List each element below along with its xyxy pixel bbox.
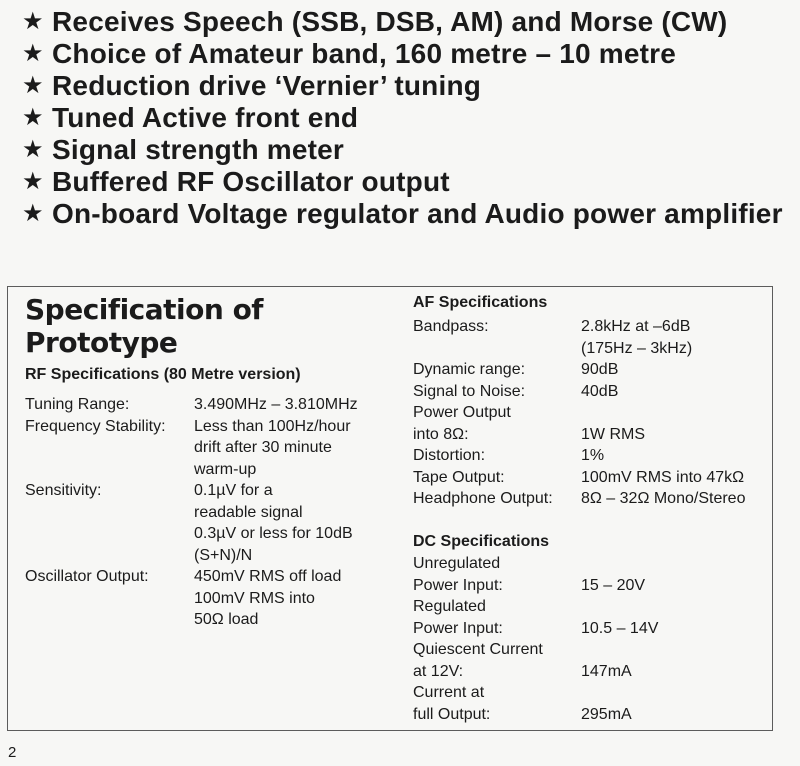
spec-label: Regulated Power Input: xyxy=(413,598,503,637)
spec-label: Distortion: xyxy=(413,447,486,464)
af-heading: AF Specifications xyxy=(413,294,548,311)
spec-value: 147mA xyxy=(581,662,632,680)
spec-row xyxy=(413,316,768,359)
dc-heading: DC Specifications xyxy=(413,533,550,550)
feature-text: Reduction drive ‘Vernier’ tuning xyxy=(52,70,482,101)
spec-row xyxy=(25,416,395,481)
spec-value: 2.8kHz at –6dB (175Hz – 3kHz) xyxy=(581,318,693,357)
spec-row xyxy=(413,381,768,403)
spec-row xyxy=(25,480,395,566)
spec-value: 40dB xyxy=(581,382,619,400)
spec-row xyxy=(413,488,768,510)
feature-text: Buffered RF Oscillator output xyxy=(52,166,450,197)
dc-spec-list xyxy=(413,553,768,725)
spec-value: Less than 100Hz/hour drift after 30 minute warm-up xyxy=(194,417,351,478)
feature-list xyxy=(22,6,794,230)
star-bullet-icon: ★ xyxy=(22,168,44,195)
rf-heading: RF Specifications (80 Metre version) xyxy=(25,366,301,383)
spec-value: 1W RMS xyxy=(581,425,645,443)
spec-value: 1% xyxy=(581,447,605,464)
spec-row xyxy=(413,445,768,467)
af-spec-list xyxy=(413,316,768,510)
spec-row xyxy=(413,639,768,682)
feature-text: Choice of Amateur band, 160 metre – 10 metre xyxy=(52,38,676,69)
specification-box xyxy=(7,286,773,731)
feature-item xyxy=(22,134,794,166)
feature-item xyxy=(22,198,794,230)
feature-item xyxy=(22,166,794,198)
feature-text: On-board Voltage regulator and Audio power amplifier xyxy=(52,198,783,229)
spec-label: Current at full Output: xyxy=(413,684,491,723)
spec-label: Power Output into 8Ω: xyxy=(413,404,511,443)
spec-value: 0.1µV for a readable signal 0.3µV or less for 10dB (S+N)/N xyxy=(194,482,353,564)
spec-row xyxy=(25,394,395,416)
spec-label: Bandpass: xyxy=(413,318,489,335)
rf-spec-list xyxy=(25,394,395,631)
star-bullet-icon: ★ xyxy=(22,200,44,227)
spec-label: Dynamic range: xyxy=(413,361,526,378)
spec-label: Signal to Noise: xyxy=(413,382,526,400)
spec-value: 3.490MHz – 3.810MHz xyxy=(194,396,358,413)
spec-title: Specification of Prototype xyxy=(25,293,263,359)
spec-label: Oscillator Output: xyxy=(25,568,149,585)
spec-row xyxy=(413,682,768,725)
spec-value: 8Ω – 32Ω Mono/Stereo xyxy=(581,490,746,507)
star-bullet-icon: ★ xyxy=(22,8,44,35)
spec-label: Tuning Range: xyxy=(25,396,130,413)
spec-row xyxy=(413,359,768,381)
feature-text: Signal strength meter xyxy=(52,134,345,165)
spec-value: 100mV RMS into 47kΩ xyxy=(581,468,745,486)
star-bullet-icon: ★ xyxy=(22,72,44,99)
spec-value: 15 – 20V xyxy=(581,576,646,594)
feature-text: Receives Speech (SSB, DSB, AM) and Morse (CW) xyxy=(52,6,728,37)
spec-value: 450mV RMS off load 100mV RMS into 50Ω load xyxy=(194,568,342,628)
spec-value: 295mA xyxy=(581,705,632,723)
spec-value: 10.5 – 14V xyxy=(581,619,659,637)
feature-text: Tuned Active front end xyxy=(52,102,359,133)
spec-label: Unregulated Power Input: xyxy=(413,555,503,594)
spec-row xyxy=(413,596,768,639)
spec-label: Tape Output: xyxy=(413,468,505,486)
spec-label: Quiescent Current at 12V: xyxy=(413,641,543,680)
spec-row xyxy=(413,467,768,489)
star-bullet-icon: ★ xyxy=(22,104,44,131)
feature-item xyxy=(22,70,794,102)
feature-item xyxy=(22,38,794,70)
spec-label: Sensitivity: xyxy=(25,482,102,499)
star-bullet-icon: ★ xyxy=(22,136,44,163)
spec-row xyxy=(25,566,395,631)
spec-label: Headphone Output: xyxy=(413,490,553,507)
star-bullet-icon: ★ xyxy=(22,40,44,67)
feature-item xyxy=(22,102,794,134)
spec-row xyxy=(413,553,768,596)
spec-label: Frequency Stability: xyxy=(25,417,166,435)
spec-row xyxy=(413,402,768,445)
page-number: 2 xyxy=(8,744,17,761)
feature-item xyxy=(22,6,794,38)
spec-value: 90dB xyxy=(581,361,619,378)
